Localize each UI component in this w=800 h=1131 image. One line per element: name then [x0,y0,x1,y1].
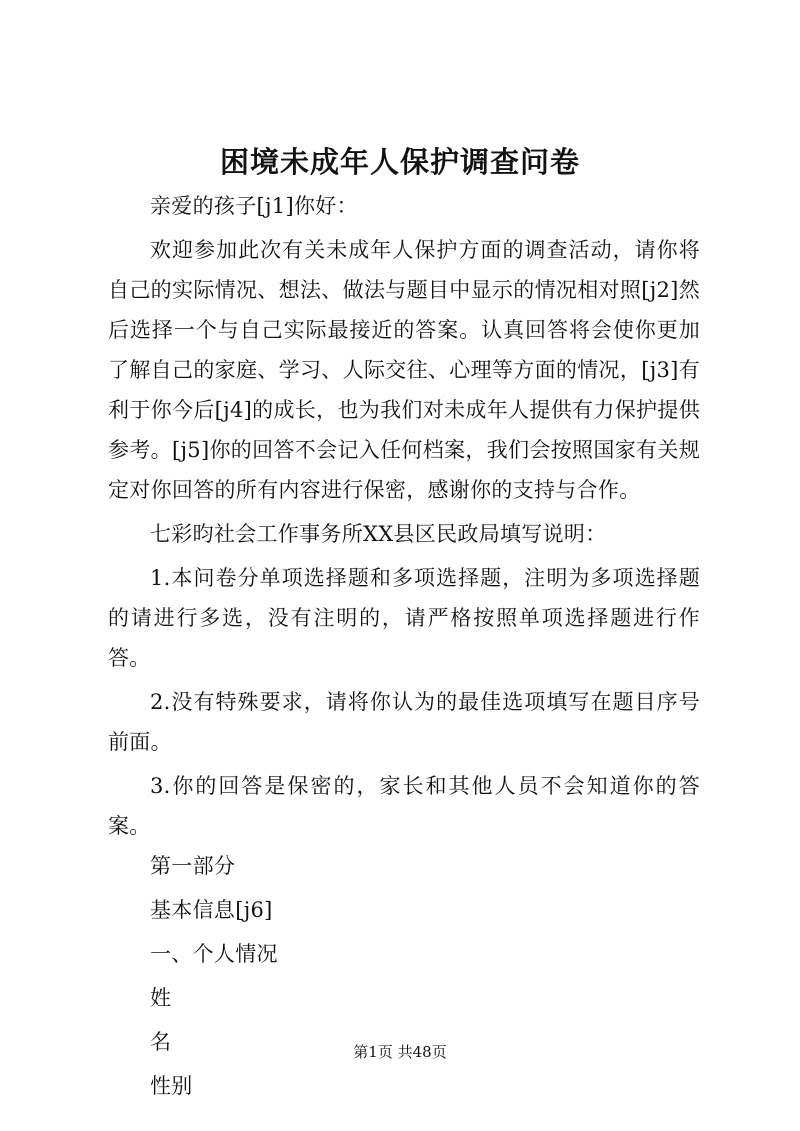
greeting-paragraph: 亲爱的孩子[j1]你好： [150,194,358,218]
field-label-name: 名 [150,1030,172,1054]
instruction-item-1: 1.本问卷分单项选择题和多项选择题，注明为多项选择题的请进行多选，没有注明的，请严格按照单项选择题进行作答。 [108,566,700,670]
instruction-item-3: 3.你的回答是保密的，家长和其他人员不会知道你的答案。 [108,774,700,838]
field-label-surname: 姓 [150,986,172,1010]
instructions-heading: 七彩昀社会工作事务所XX县区民政局填写说明： [150,522,607,546]
personal-info-heading: 一、个人情况 [150,942,278,966]
document-title: 困境未成年人保护调查问卷 [219,145,580,179]
section-heading: 第一部分 [150,854,236,878]
page-footer: 第1页 共48页 [353,1043,447,1061]
intro-paragraph: 欢迎参加此次有关未成年人保护方面的调查活动，请你将自己的实际情况、想法、做法与题目中显示的情况相对照[j2]然后选择一个与自己实际最接近的答案。认真回答将会使你更加了解自己的家庭、学习、人际交往、心理等方面的情况，[j3]有利于你今后[j4]的成长，也为我们对未成年人提供有力保护提供参考。[j5]你的回答不会记入任何档案，我们会按照国家有关规定对你回答的所有内容进行保密，感谢你的支持与合作。 [108,238,700,502]
subsection-heading: 基本信息[j6] [150,898,273,922]
field-label-gender: 性别 [150,1074,193,1098]
instruction-item-2: 2.没有特殊要求，请将你认为的最佳选项填写在题目序号前面。 [108,690,700,754]
document-body [108,186,700,1106]
